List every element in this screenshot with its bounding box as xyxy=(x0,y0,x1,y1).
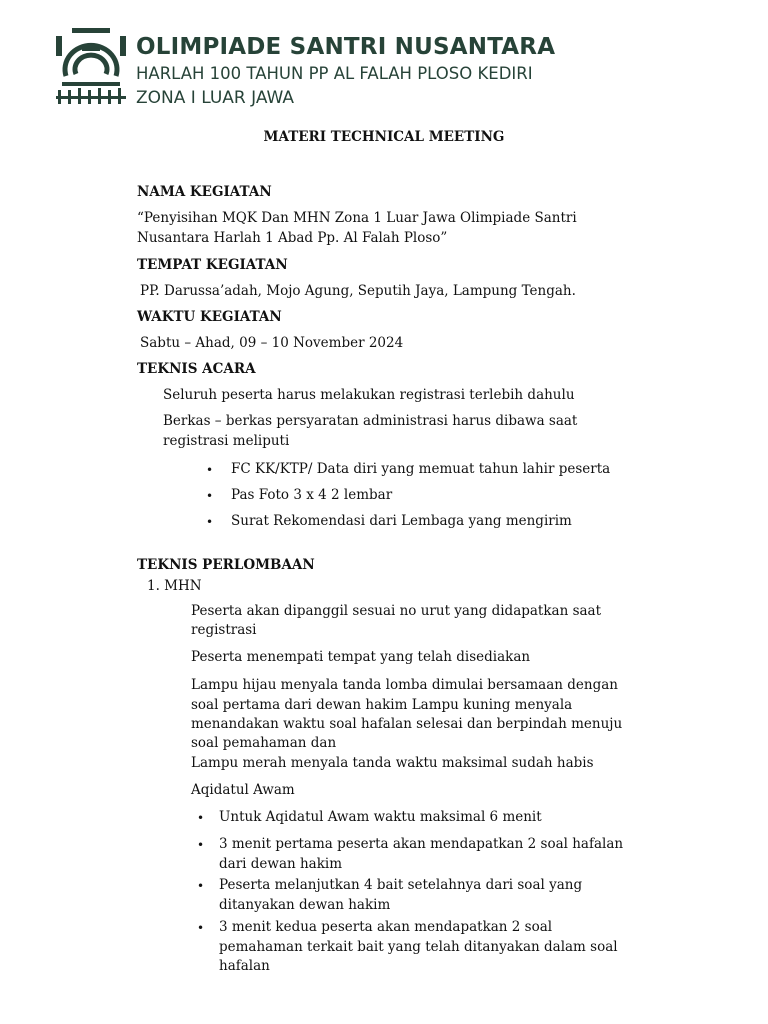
numbered-item-mhn: 1. MHN xyxy=(147,578,202,594)
teknis-acara-p2-line2: registrasi meliputi xyxy=(163,433,290,449)
waktu-kegiatan-text: Sabtu – Ahad, 09 – 10 November 2024 xyxy=(140,335,404,351)
nama-kegiatan-heading: NAMA KEGIATAN xyxy=(137,184,272,200)
teknis-acara-p2-line1: Berkas – berkas persyaratan administrasi harus dibawa saat xyxy=(163,413,578,429)
perlombaan-p1-line1: Peserta akan dipanggil sesuai no urut yang didapatkan saat xyxy=(191,603,602,619)
aqidatul-awam-subheading: Aqidatul Awam xyxy=(191,782,295,798)
organization-logo xyxy=(52,26,130,110)
header-subtitle: HARLAH 100 TAHUN PP AL FALAH PLOSO KEDIRI xyxy=(136,64,533,83)
teknis-acara-p1: Seluruh peserta harus melakukan registrasi terlebih dahulu xyxy=(163,387,575,403)
list-item: 3 menit kedua peserta akan mendapatkan 2 soal xyxy=(219,919,553,935)
list-item: FC KK/KTP/ Data diri yang memuat tahun lahir peserta xyxy=(231,461,611,477)
waktu-kegiatan-heading: WAKTU KEGIATAN xyxy=(137,309,282,325)
list-item: 3 menit pertama peserta akan mendapatkan 2 soal hafalan xyxy=(219,836,624,852)
bullet-icon: • xyxy=(206,515,214,529)
perlombaan-p2: Peserta menempati tempat yang telah disediakan xyxy=(191,649,531,665)
perlombaan-p3-line1: Lampu hijau menyala tanda lomba dimulai bersamaan dengan xyxy=(191,677,618,693)
list-item-continued: dari dewan hakim xyxy=(219,856,343,872)
list-item: Untuk Aqidatul Awam waktu maksimal 6 menit xyxy=(219,809,542,825)
bullet-icon: • xyxy=(206,463,214,477)
bullet-icon: • xyxy=(197,811,205,825)
tempat-kegiatan-text: PP. Darussa’adah, Mojo Agung, Seputih Jaya, Lampung Tengah. xyxy=(140,283,576,299)
bullet-icon: • xyxy=(206,489,214,503)
list-item-continued: hafalan xyxy=(219,958,270,974)
nama-kegiatan-text-line1: “Penyisihan MQK Dan MHN Zona 1 Luar Jawa Olimpiade Santri xyxy=(137,210,577,226)
bullet-icon: • xyxy=(197,921,205,935)
list-item: Peserta melanjutkan 4 bait setelahnya dari soal yang xyxy=(219,877,583,893)
nama-kegiatan-text-line2: Nusantara Harlah 1 Abad Pp. Al Falah Ploso” xyxy=(137,230,448,246)
list-item: Surat Rekomendasi dari Lembaga yang mengirim xyxy=(231,513,572,529)
bullet-icon: • xyxy=(197,838,205,852)
document-title: MATERI TECHNICAL MEETING xyxy=(263,129,505,145)
perlombaan-p3-line2: soal pertama dari dewan hakim Lampu kuning menyala xyxy=(191,697,573,713)
perlombaan-p4: Lampu merah menyala tanda waktu maksimal sudah habis xyxy=(191,755,594,771)
list-item: Pas Foto 3 x 4 2 lembar xyxy=(231,487,393,503)
teknis-perlombaan-heading: TEKNIS PERLOMBAAN xyxy=(137,557,315,573)
list-item-continued: pemahaman terkait bait yang telah ditanyakan dalam soal xyxy=(219,939,618,955)
perlombaan-p3-line3: menandakan waktu soal hafalan selesai dan berpindah menuju xyxy=(191,716,623,732)
perlombaan-p3-line4: soal pemahaman dan xyxy=(191,735,337,751)
tempat-kegiatan-heading: TEMPAT KEGIATAN xyxy=(137,257,288,273)
teknis-acara-heading: TEKNIS ACARA xyxy=(137,361,256,377)
list-item-continued: ditanyakan dewan hakim xyxy=(219,897,391,913)
perlombaan-p1-line2: registrasi xyxy=(191,622,257,638)
header-title: OLIMPIADE SANTRI NUSANTARA xyxy=(136,34,556,60)
bullet-icon: • xyxy=(197,879,205,893)
header-zone: ZONA I LUAR JAWA xyxy=(136,88,295,108)
